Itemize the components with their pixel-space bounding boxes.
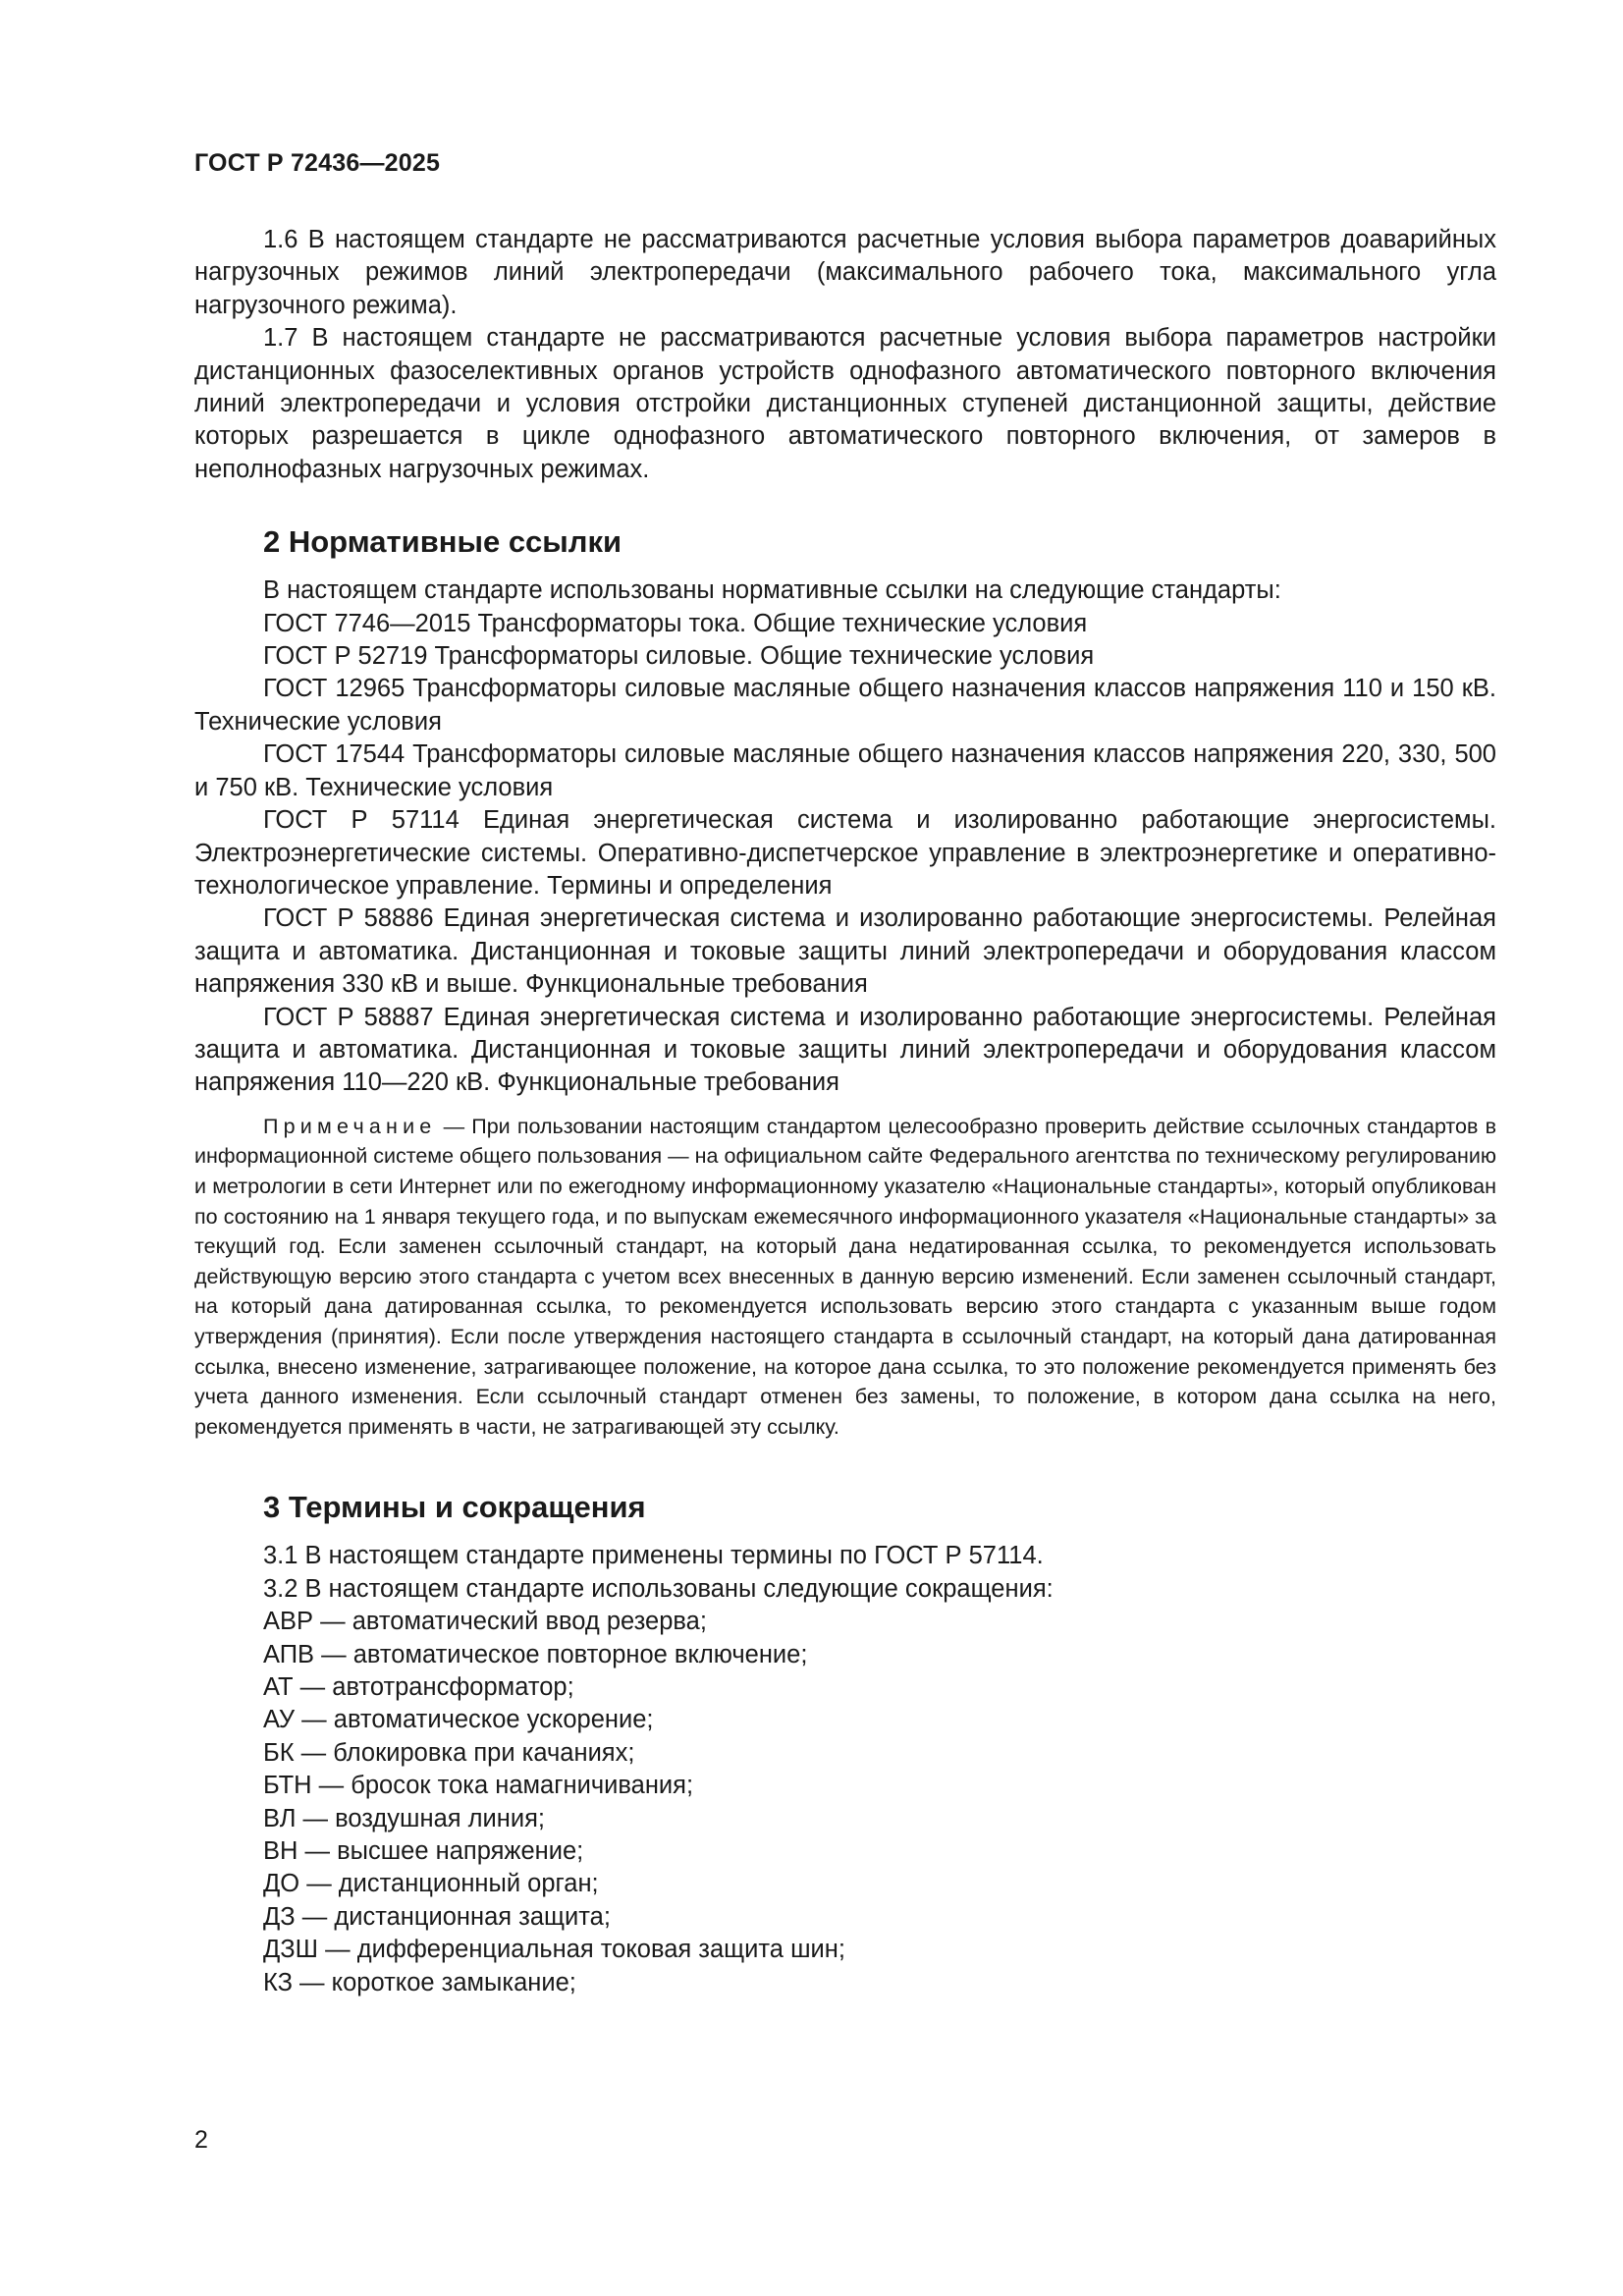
references-intro: В настоящем стандарте использованы нормативные ссылки на следующие стандарты: — [263, 576, 1281, 605]
reference-item: ГОСТ Р 58887 Единая энергетическая система и изолированно работающие энергосистемы. Релейная защита и автоматика. Дистанционная и токовые защиты линий электропередачи и оборудования классом напряжения 110—220 кВ. Функциональные требования — [194, 1003, 1496, 1097]
reference-item: ГОСТ Р 52719 Трансформаторы силовые. Общие технические условия — [263, 642, 1095, 671]
abbreviation-item: ДО — дистанционный орган; — [263, 1870, 599, 1898]
clause-3-2: 3.2 В настоящем стандарте использованы следующие сокращения: — [263, 1574, 1054, 1603]
note-text: — При пользовании настоящим стандартом целесообразно проверить действие ссылочных стандартов в информационной системе общего пользования — на официальном сайте Федерального агентства по техническому регулированию и метрологии в сети Интернет или по ежегодному информационному указателю «Национальные стандарты», который опубликован по состоянию на 1 января текущего года, и по выпускам ежемесячного информационного указателя «Национальные стандарты» за текущий год. Если заменен ссылочный стандарт, на который дана недатированная ссылка, то рекомендуется использовать действующую версию этого стандарта с учетом всех внесенных в данную версию изменений. Если заменен ссылочный стандарт, на который дана датированная ссылка, то рекомендуется использовать версию этого стандарта с указанным выше годом утверждения (принятия). Если после утверждения настоящего стандарта в ссылочный стандарт, на который дана датированная ссылка, внесено изменение, затрагивающее положение, на которое дана ссылка, то это положение рекомендуется применять без учета данного изменения. Если ссылочный стандарт отменен без замены, то положение, в котором дана ссылка на него, рекомендуется применять в части, не затрагивающей эту ссылку. — [194, 1114, 1496, 1439]
abbreviation-item: ДЗШ — дифференциальная токовая защита шин; — [263, 1936, 845, 1964]
abbreviation-item: БТН — бросок тока намагничивания; — [263, 1772, 694, 1800]
abbreviation-item: ДЗ — дистанционная защита; — [263, 1902, 611, 1931]
note-label: Примечание — [263, 1114, 437, 1138]
reference-item: ГОСТ 17544 Трансформаторы силовые масляные общего назначения классов напряжения 220, 330, 500 и 750 кВ. Технические условия — [194, 740, 1496, 801]
abbreviation-item: АВР — автоматический ввод резерва; — [263, 1608, 707, 1636]
abbreviation-item: БК — блокировка при качаниях; — [263, 1738, 635, 1767]
reference-item: ГОСТ Р 57114 Единая энергетическая система и изолированно работающие энергосистемы. Электроэнергетические системы. Оперативно-диспетчерское управление в электроэнергетике и оперативно-технологическое управление. Термины и определения — [194, 806, 1496, 900]
clause-1-7: 1.7 В настоящем стандарте не рассматриваются расчетные условия выбора параметров настройки дистанционных фазоселективных органов устройств однофазного автоматического повторного включения линий электропередачи и условия отстройки дистанционных ступеней дистанционной защиты, действие которых разрешается в цикле однофазного автоматического повторного включения, от замеров в неполнофазных нагрузочных режимах. — [194, 324, 1496, 483]
abbreviation-list — [194, 1606, 1496, 1999]
reference-item: ГОСТ Р 58886 Единая энергетическая система и изолированно работающие энергосистемы. Релейная защита и автоматика. Дистанционная и токовые защиты линий электропередачи и оборудования классом напряжения 330 кВ и выше. Функциональные требования — [194, 904, 1496, 999]
section-3-heading: 3 Термины и сокращения — [263, 1490, 646, 1525]
abbreviation-item: АУ — автоматическое ускорение; — [263, 1706, 654, 1734]
abbreviation-item: АТ — автотрансформатор; — [263, 1672, 574, 1701]
document-body — [194, 224, 1496, 1999]
references-note — [194, 1112, 1496, 1443]
reference-item: ГОСТ 7746—2015 Трансформаторы тока. Общие технические условия — [263, 609, 1088, 637]
abbreviation-item: ВН — высшее напряжение; — [263, 1836, 584, 1865]
abbreviation-item: КЗ — короткое замыкание; — [263, 1968, 576, 1996]
page-number: 2 — [194, 2126, 208, 2154]
document-header: ГОСТ Р 72436—2025 — [194, 149, 441, 177]
reference-item: ГОСТ 12965 Трансформаторы силовые масляные общего назначения классов напряжения 110 и 150 кВ. Технические условия — [194, 675, 1496, 736]
clause-1-6: 1.6 В настоящем стандарте не рассматриваются расчетные условия выбора параметров доаварийных нагрузочных режимов линий электропередачи (максимального рабочего тока, максимального угла нагрузочного режима). — [194, 226, 1496, 319]
abbreviation-item: АПВ — автоматическое повторное включение; — [263, 1640, 808, 1668]
abbreviation-item: ВЛ — воздушная линия; — [263, 1804, 545, 1832]
clause-3-1: 3.1 В настоящем стандарте применены термины по ГОСТ Р 57114. — [263, 1542, 1044, 1570]
section-2-heading: 2 Нормативные ссылки — [263, 524, 622, 560]
